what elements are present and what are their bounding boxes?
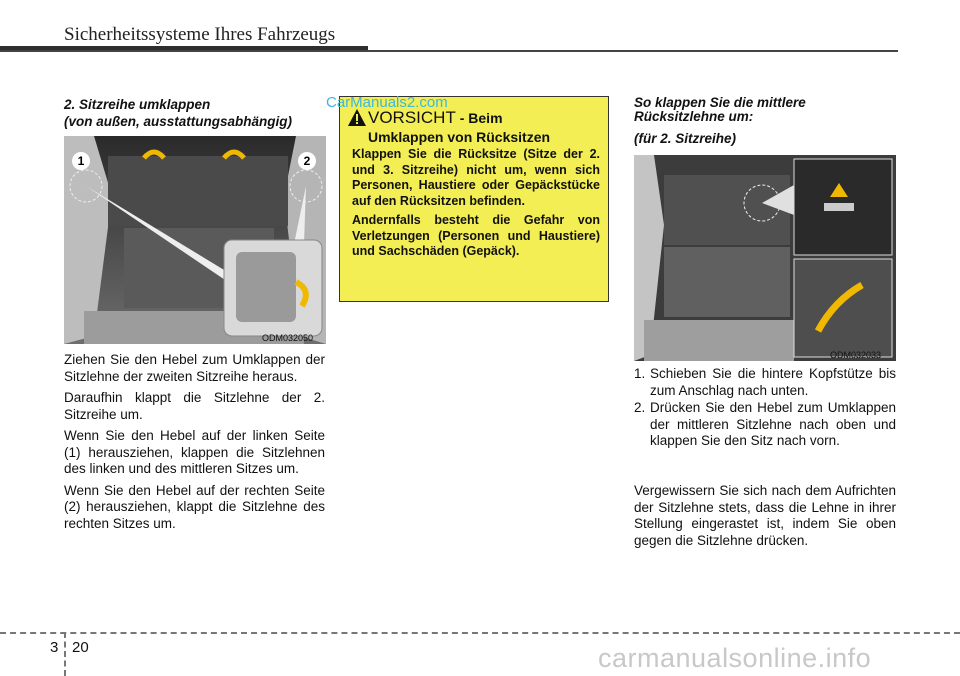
right-heading-line2: Rücksitzlehne um: xyxy=(634,109,754,124)
caution-title-line2: Umklappen von Rücksitzen xyxy=(368,129,551,145)
site-watermark: carmanualsonline.info xyxy=(598,643,872,673)
header-rule xyxy=(0,50,898,52)
middle-seat-photo xyxy=(634,155,896,361)
left-body xyxy=(64,352,325,537)
step-number: 1. xyxy=(634,366,646,381)
right-heading-line1: So klappen Sie die mittlere xyxy=(634,95,806,110)
caution-text xyxy=(352,147,600,264)
footer-rule xyxy=(0,632,960,634)
right-heading-line3: (für 2. Sitzreihe) xyxy=(634,131,737,146)
step-item xyxy=(634,400,896,470)
left-paragraph: Wenn Sie den Hebel auf der rechten Seite (2) herausziehen, klappt die Sitzlehne des rechten Sitzes um. xyxy=(64,482,325,531)
page-number: 20 xyxy=(72,639,89,656)
warning-triangle-icon xyxy=(348,109,366,126)
right-section-heading xyxy=(634,96,896,147)
caution-text-2: Andernfalls besteht die Gefahr von Verletzungen (Personen und Haustiere) und Sachschäden (Gepäck). xyxy=(352,213,600,258)
caution-title-main: VORSICHT xyxy=(368,108,456,127)
step-item xyxy=(634,366,896,402)
left-paragraph: Daraufhin klappt die Sitzlehne der 2. Sitzreihe um. xyxy=(64,390,325,422)
callout-1: 1 xyxy=(72,152,90,170)
step-text: Schieben Sie die hintere Kopfstütze bis zum Anschlag nach unten. xyxy=(650,366,896,398)
left-heading-line2: (von außen, ausstattungsabhängig) xyxy=(64,114,293,129)
callout-2: 2 xyxy=(298,152,316,170)
seat-fold-photo xyxy=(64,136,326,344)
left-paragraph: Wenn Sie den Hebel auf der linken Seite (1) herausziehen, klappen die Sitzlehnen des linken und des mittleren Sitzes um. xyxy=(64,428,325,476)
caution-title xyxy=(368,109,550,146)
trunk-seat-illustration xyxy=(634,155,896,361)
step-number: 2. xyxy=(634,400,646,415)
page-header-title: Sicherheitssysteme Ihres Fahrzeugs xyxy=(64,24,336,45)
right-figure-code: ODM032033 xyxy=(830,350,882,360)
caution-text-1: Klappen Sie die Rücksitze (Sitze der 2. und 3. Sitzreihe) nicht um, wenn sich Personen, Haustiere oder Gepäckstücke auf den Rücksitzen befinden. xyxy=(352,147,600,208)
right-note: Vergewissern Sie sich nach dem Aufrichten der Sitzlehne stets, dass die Lehne in ihrer Stellung eingerastet ist, indem Sie oben gegen die Sitzlehne drücken. xyxy=(634,483,896,548)
left-heading-line1: 2. Sitzreihe umklappen xyxy=(64,97,211,112)
chapter-number: 3 xyxy=(50,639,59,656)
caution-title-sub: - Beim xyxy=(455,110,503,126)
trunk-illustration xyxy=(64,136,326,344)
left-figure-code: ODM032050 xyxy=(262,333,314,343)
left-paragraph: Ziehen Sie den Hebel zum Umklappen der Sitzlehne der zweiten Sitzreihe heraus. xyxy=(64,352,325,384)
watermark-link[interactable]: CarManuals2.com xyxy=(326,94,448,111)
step-text: Drücken Sie den Hebel zum Umklappen der mittleren Sitzlehne nach oben und klappen Sie den Sitz nach vorn. xyxy=(650,400,896,448)
left-section-heading xyxy=(64,96,332,130)
caution-box xyxy=(339,96,609,302)
footer-divider xyxy=(64,632,66,676)
